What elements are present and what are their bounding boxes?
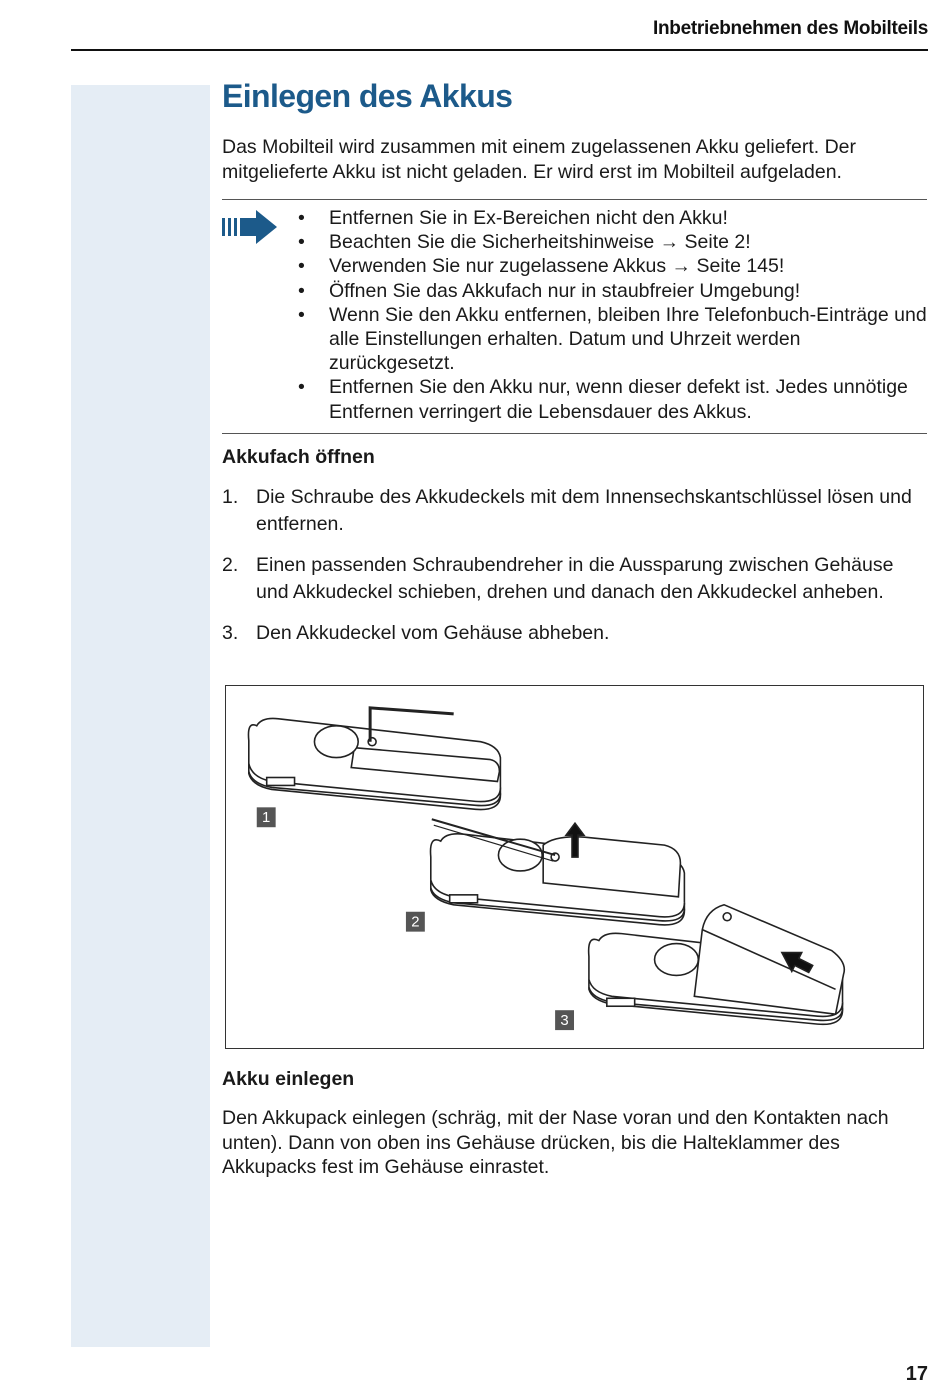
section-insert (222, 1066, 927, 1180)
arrow-notice-icon (222, 209, 278, 245)
step-number: 3. (222, 621, 239, 644)
notice-list (222, 206, 927, 424)
step-item (222, 484, 927, 538)
margin-band (71, 85, 210, 1347)
step-number: 1. (222, 485, 239, 508)
running-header: Inbetriebnehmen des Mobilteils (653, 18, 928, 39)
bullet: • (298, 279, 305, 302)
section-heading-open: Akkufach öffnen (222, 445, 375, 468)
bullet: • (298, 255, 305, 278)
main-content (222, 74, 927, 661)
battery-illustration (225, 685, 924, 1049)
step-badge-2 (406, 912, 425, 932)
bullet: • (298, 303, 305, 326)
notice-item (298, 254, 927, 278)
notice-item (298, 279, 927, 303)
intro-paragraph: Das Mobilteil wird zusammen mit einem zugelassenen Akku geliefert. Der mitgelieferte Akku ist nicht geladen. Er wird erst im Mobilteil aufgeladen. (222, 136, 857, 183)
header-rule (71, 49, 928, 51)
bullet: • (298, 376, 305, 399)
notice-item (298, 303, 927, 376)
handset-3 (589, 905, 845, 1025)
section-heading-insert: Akku einlegen (222, 1068, 355, 1090)
bullet: • (298, 231, 305, 254)
notice-item-text: Wenn Sie den Akku entfernen, bleiben Ihre Telefonbuch-Einträge und alle Einstellungen erhalten. Datum und Uhrzeit werden zurückgesetzt. (329, 303, 927, 375)
step-badge-3 (555, 1010, 574, 1030)
notice-item (298, 375, 927, 423)
notice-item-text: Entfernen Sie den Akku nur, wenn dieser defekt ist. Jedes unnötige Entfernen verringert die Lebensdauer des Akkus. (329, 376, 908, 423)
notice-item (298, 206, 927, 230)
illustration-svg (226, 686, 923, 1048)
handset-1 (248, 708, 500, 810)
step-text: Einen passenden Schraubendreher in die Aussparung zwischen Gehäuse und Akkudeckel schieben, drehen und danach den Akkudeckel anheben. (256, 553, 894, 603)
bullet: • (298, 207, 305, 229)
notice-item (298, 230, 927, 254)
step-badge-label: 2 (411, 914, 420, 931)
insert-paragraph: Den Akkupack einlegen (schräg, mit der Nase voran und den Kontakten nach unten). Dann von oben ins Gehäuse drücken, bis die Halteklammer des Akkupacks fest im Gehäuse einrastet. (222, 1107, 889, 1178)
step-number: 2. (222, 553, 239, 576)
handset-2 (431, 819, 685, 925)
step-item (222, 552, 927, 606)
notice-item-text: Beachten Sie die Sicherheitshinweise → Seite 2! (329, 231, 751, 254)
notice-item-text: Verwenden Sie nur zugelassene Akkus → Seite 145! (329, 255, 785, 278)
step-text: Den Akkudeckel vom Gehäuse abheben. (256, 621, 610, 644)
step-badge-label: 1 (262, 810, 271, 827)
step-text: Die Schraube des Akkudeckels mit dem Innensechskantschlüssel lösen und entfernen. (256, 485, 912, 535)
step-badge-1 (257, 807, 276, 827)
notice-item-text: Öffnen Sie das Akkufach nur in staubfreier Umgebung! (329, 279, 801, 302)
page-number: 17 (905, 1363, 928, 1385)
steps-list (222, 484, 927, 647)
notice-item-text: Entfernen Sie in Ex-Bereichen nicht den Akku! (329, 207, 728, 229)
step-item (222, 620, 927, 647)
step-badge-label: 3 (560, 1013, 569, 1030)
notice-box (222, 199, 927, 434)
page-title: Einlegen des Akkus (222, 78, 513, 114)
